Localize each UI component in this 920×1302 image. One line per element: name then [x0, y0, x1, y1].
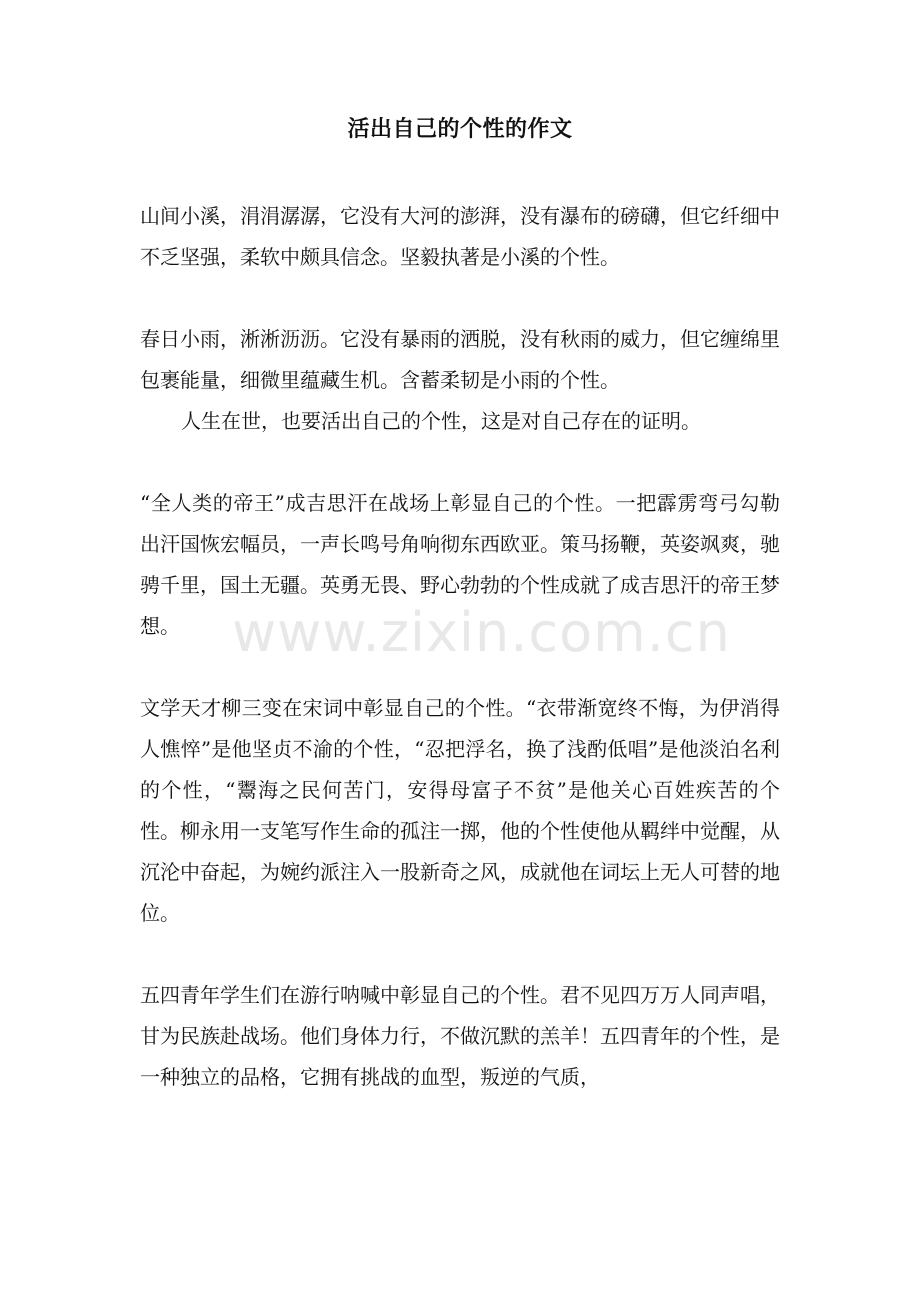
document-body: [140, 196, 780, 1098]
paragraph-genghis-khan: “全人类的帝王”成吉思汗在战场上彰显自己的个性。一把霹雳弯弓勾勒出汗国恢宏幅员，一声长鸣号角响彻东西欧亚。策马扬鞭，英姿飒爽，驰骋千里，国土无疆。英勇无畏、野心勃勃的个性成就了成吉思汗的帝王梦想。: [140, 491, 780, 638]
paragraph-thesis: 人生在世，也要活出自己的个性，这是对自己存在的证明。: [181, 409, 701, 433]
paragraph-liu-yong: 文学天才柳三变在宋词中彰显自己的个性。“衣带渐宽终不悔，为伊消得人憔悴”是他坚贞不渝的个性，“忍把浮名，换了浅酌低唱”是他淡泊名利的个性，“鬻海之民何苦门，安得母富子不贫”是他关心百姓疾苦的个性。柳永用一支笔写作生命的孤注一掷，他的个性使他从羁绊中觉醒，从沉沦中奋起，为婉约派注入一股新奇之风，成就他在词坛上无人可替的地位。: [140, 696, 780, 925]
paragraph-may-fourth: 五四青年学生们在游行呐喊中彰显自己的个性。君不见四万万人同声唱，甘为民族赴战场。他们身体力行，不做沉默的羔羊！五四青年的个性，是一种独立的品格，它拥有挑战的血型，叛逆的气质，: [140, 983, 780, 1089]
paragraph-gap: [140, 278, 780, 319]
paragraph-gap: [140, 934, 780, 975]
paragraph-rain: 春日小雨，淅淅沥沥。它没有暴雨的洒脱，没有秋雨的威力，但它缠绵里包裹能量，细微里蕴藏生机。含蓄柔韧是小雨的个性。: [140, 327, 780, 392]
paragraph-gap: [140, 442, 780, 483]
paragraph-gap: [140, 647, 780, 688]
paragraph-stream: 山间小溪，涓涓潺潺，它没有大河的澎湃，没有瀑布的磅礴，但它纤细中不乏坚强，柔软中颇具信念。坚毅执著是小溪的个性。: [140, 204, 780, 269]
page-title: 活出自己的个性的作文: [347, 116, 573, 142]
watermark: www.zixin.com.cn: [232, 601, 731, 664]
